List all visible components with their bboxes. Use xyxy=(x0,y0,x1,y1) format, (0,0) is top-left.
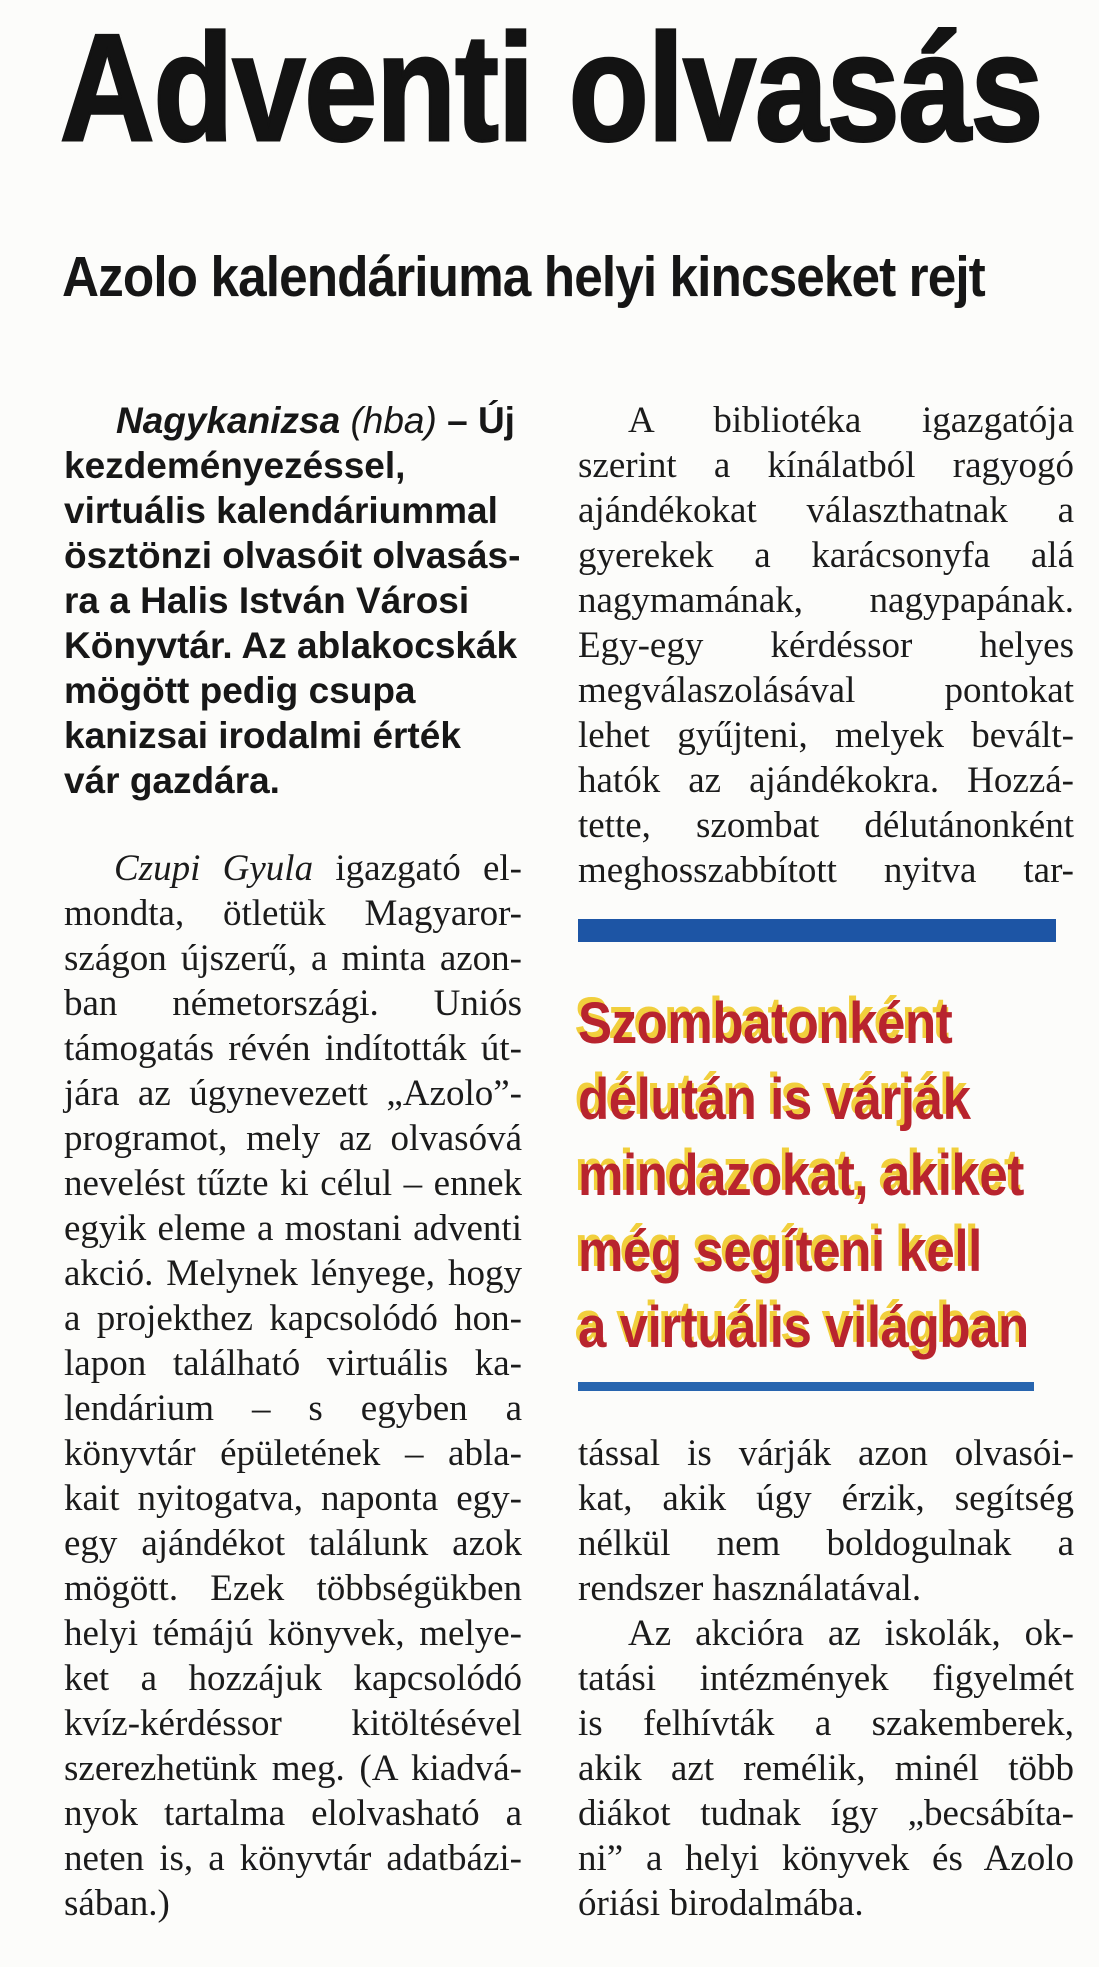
text-line: tással is várják azon olvasói- xyxy=(578,1433,1074,1474)
text-line: kvíz-kérdéssor kitöltésével xyxy=(64,1703,522,1744)
article-headline: Adventi olvasás xyxy=(60,3,1043,173)
text-line: délután is várják xyxy=(578,1067,971,1132)
text-line: hatók az ajándékokra. Hozzá- xyxy=(578,760,1074,801)
article-subheadline: Azolo kalendáriuma helyi kincseket rejt xyxy=(62,245,985,309)
left-body-lines xyxy=(64,891,522,1926)
lead-paragraph xyxy=(64,398,522,803)
text-line: nélkül nem boldogulnak a xyxy=(578,1523,1074,1564)
text-line: támogatás révén indították út- xyxy=(64,1028,522,1069)
text-line: tette, szombat délutánonként xyxy=(578,805,1074,846)
text-line: ban németországi. Uniós xyxy=(64,983,522,1024)
text-line: kanizsai irodalmi érték xyxy=(64,715,461,756)
pull-quote xyxy=(578,986,1074,1366)
text-line: ra a Halis István Városi xyxy=(64,580,470,621)
text-line: szerezhetünk meg. (A kiadvá- xyxy=(64,1748,522,1789)
divider-rule-thick xyxy=(578,919,1056,942)
pull-quote-lines xyxy=(578,986,1074,1366)
text-line: szerint a kínálatból ragyogó xyxy=(578,445,1074,486)
byline-credit: (hba) xyxy=(340,400,448,441)
text-line: nevelést tűzte ki célul – ennek xyxy=(64,1163,522,1204)
text-line: megválaszolásával pontokat xyxy=(578,670,1074,711)
lead-lines xyxy=(64,443,522,803)
body-paragraph-right-1 xyxy=(578,398,1074,893)
lead-first-line xyxy=(64,398,522,443)
text-line: mögött. Ezek többségükben xyxy=(64,1568,522,1609)
text-line: virtuális kalendáriummal xyxy=(64,490,498,531)
left-body-first-line xyxy=(64,846,522,891)
text-line: kait nyitogatva, naponta egy- xyxy=(64,1478,522,1519)
text-line: mögött pedig csupa xyxy=(64,670,416,711)
text-line: szágon újszerű, a minta azon- xyxy=(64,938,522,979)
text-line: rendszer használatával. xyxy=(578,1568,922,1609)
right-column xyxy=(578,398,1074,1926)
text-line: diákot tudnak így „becsábíta- xyxy=(578,1793,1074,1834)
text-line: tatási intézmények figyelmét xyxy=(578,1658,1074,1699)
text-line: A bibliotéka igazgatója xyxy=(628,400,1074,441)
text-line: még segíteni kell xyxy=(578,1219,982,1284)
text-line: jára az úgynevezett „Azolo”- xyxy=(64,1073,522,1114)
right-body-2-lines xyxy=(578,1431,1074,1611)
body-paragraph-right-3 xyxy=(578,1611,1074,1926)
text-line: lehet gyűjteni, melyek bevált- xyxy=(578,715,1074,756)
text-line: programot, mely az olvasóvá xyxy=(64,1118,522,1159)
text-line: mindazokat, akiket xyxy=(578,1143,1024,1208)
text-line: könyvtár épületének – abla- xyxy=(64,1433,522,1474)
text-line: egy ajándékot találunk azok xyxy=(64,1523,522,1564)
text-line: kezdeményezéssel, xyxy=(64,445,406,486)
text-line: a projekthez kapcsolódó hon- xyxy=(64,1298,522,1339)
left-column xyxy=(64,398,522,1926)
text-line: ösztönzi olvasóit olvasás- xyxy=(64,535,521,576)
text-line: ni” a helyi könyvek és Azolo xyxy=(578,1838,1074,1879)
right-body-3-lines xyxy=(578,1611,1074,1926)
text-line: kat, akik úgy érzik, segítség xyxy=(578,1478,1074,1519)
text-line: Könyvtár. Az ablakocskák xyxy=(64,625,518,666)
text-line: ajándékokat választhatnak a xyxy=(578,490,1074,531)
text-line: nagymamának, nagypapának. xyxy=(578,580,1074,621)
text-line: meghosszabbított nyitva tar- xyxy=(578,850,1074,891)
right-body-1-lines xyxy=(578,398,1074,893)
text-line: sában.) xyxy=(64,1883,170,1924)
lead-first-line-rest: – Új xyxy=(447,400,515,441)
text-line: mondta, ötletük Magyaror- xyxy=(64,893,522,934)
text-line: Szombatonként xyxy=(578,991,953,1056)
text-line: neten is, a könyvtár adatbázi- xyxy=(64,1838,522,1879)
body-paragraph-left xyxy=(64,846,522,1926)
text-line: helyi témájú könyvek, melye- xyxy=(64,1613,522,1654)
text-line: Az akcióra az iskolák, ok- xyxy=(628,1613,1074,1654)
text-line: akik azt remélik, minél több xyxy=(578,1748,1074,1789)
text-line: lapon található virtuális ka- xyxy=(64,1343,522,1384)
text-line: vár gazdára. xyxy=(64,760,280,801)
left-body-first-line-rest: igazgató el- xyxy=(313,848,523,889)
text-line: lendárium – s egyben a xyxy=(64,1388,522,1429)
dateline-location: Nagykanizsa xyxy=(116,400,341,441)
text-line: Egy-egy kérdéssor helyes xyxy=(578,625,1074,666)
text-line: egyik eleme a mostani adventi xyxy=(64,1208,522,1249)
divider-rule-thin xyxy=(578,1382,1034,1391)
text-line: óriási birodalmába. xyxy=(578,1883,864,1924)
text-line: is felhívták a szakemberek, xyxy=(578,1703,1074,1744)
text-line: ket a hozzájuk kapcsolódó xyxy=(64,1658,522,1699)
text-line: akció. Melynek lényege, hogy xyxy=(64,1253,522,1294)
text-line: a virtuális világban xyxy=(578,1295,1029,1360)
text-line: gyerekek a karácsonyfa alá xyxy=(578,535,1074,576)
body-paragraph-right-2 xyxy=(578,1431,1074,1611)
text-line: nyok tartalma elolvasható a xyxy=(64,1793,522,1834)
person-name: Czupi Gyula xyxy=(114,848,314,889)
